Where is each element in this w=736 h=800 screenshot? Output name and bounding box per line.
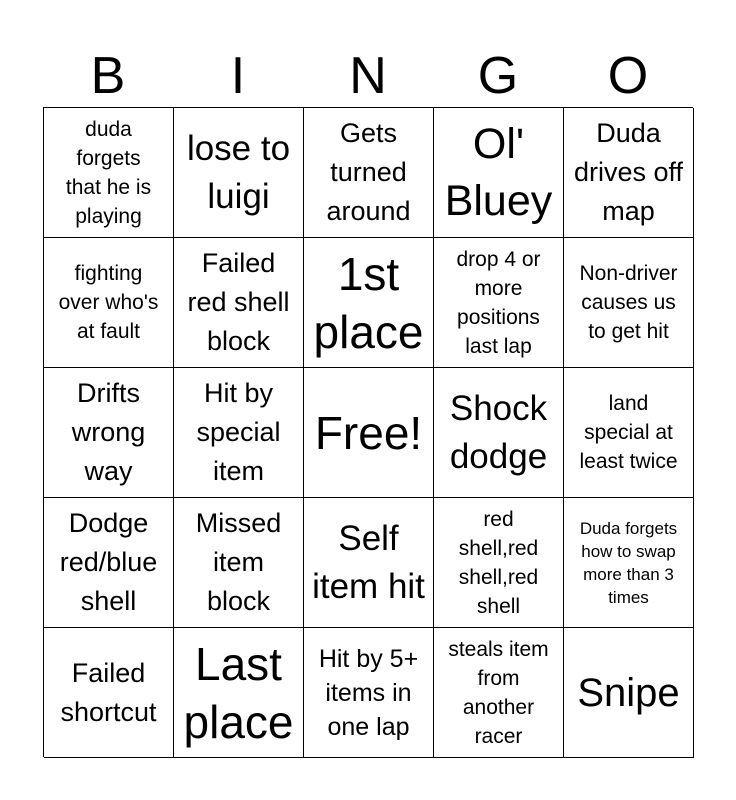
cell-text: fighting over who's at fault <box>58 262 159 343</box>
bingo-cell <box>434 108 564 238</box>
cell-text: Non-driver causes us to get hit <box>579 262 678 343</box>
header-letter-o: O <box>607 47 649 105</box>
cell-text: Hit by 5+ items in one lap <box>318 644 419 741</box>
bingo-card-grid <box>43 107 693 757</box>
bingo-cell <box>174 498 304 628</box>
bingo-cell <box>564 238 694 368</box>
bingo-cell <box>44 368 174 498</box>
cell-text: Failed shortcut <box>60 657 157 727</box>
bingo-cell <box>304 238 434 368</box>
cell-text: Duda forgets how to swap more than 3 times <box>579 518 678 607</box>
cell-text: Drifts wrong way <box>71 378 146 486</box>
header-letter-b: B <box>90 47 126 105</box>
bingo-cell <box>564 368 694 498</box>
bingo-cell <box>174 368 304 498</box>
cell-text: Gets turned around <box>326 118 411 226</box>
bingo-cell <box>434 498 564 628</box>
bingo-cell <box>174 238 304 368</box>
cell-text: Dodge red/blue shell <box>59 508 158 616</box>
bingo-cell <box>434 238 564 368</box>
bingo-cell <box>304 108 434 238</box>
header-letter-i: I <box>230 47 246 105</box>
cell-text: 1st place <box>313 247 424 358</box>
header-letter-n: N <box>349 47 387 105</box>
cell-text: Shock dodge <box>449 388 548 476</box>
bingo-cell <box>174 628 304 758</box>
bingo-cell <box>564 628 694 758</box>
free-space <box>304 368 434 498</box>
bingo-header <box>43 44 693 108</box>
bingo-cell <box>44 498 174 628</box>
bingo-cell <box>304 498 434 628</box>
cell-text: Self item hit <box>312 518 425 606</box>
cell-text: red shell,red shell,red shell <box>458 507 539 618</box>
bingo-cell <box>434 368 564 498</box>
bingo-cell <box>434 628 564 758</box>
bingo-cell <box>174 108 304 238</box>
cell-text: Failed red shell block <box>187 248 290 356</box>
header-letter-g: G <box>477 47 519 105</box>
cell-text: Snipe <box>577 670 680 715</box>
cell-text: duda forgets that he is playing <box>65 117 152 228</box>
bingo-cell <box>44 108 174 238</box>
cell-text: lose to luigi <box>186 128 291 216</box>
bingo-cell <box>564 498 694 628</box>
cell-text: Ol' Bluey <box>444 119 553 225</box>
bingo-cell <box>304 628 434 758</box>
bingo-cell <box>44 238 174 368</box>
cell-text: Missed item block <box>195 508 282 616</box>
free-space-text: Free! <box>314 406 423 459</box>
cell-text: Hit by special item <box>196 378 281 486</box>
bingo-cell <box>44 628 174 758</box>
cell-text: steals item from another racer <box>448 637 549 748</box>
cell-text: drop 4 or more positions last lap <box>456 247 541 358</box>
cell-text: Last place <box>183 637 294 748</box>
cell-text: land special at least twice <box>579 392 678 473</box>
bingo-cell <box>564 108 694 238</box>
cell-text: Duda drives off map <box>573 118 684 226</box>
